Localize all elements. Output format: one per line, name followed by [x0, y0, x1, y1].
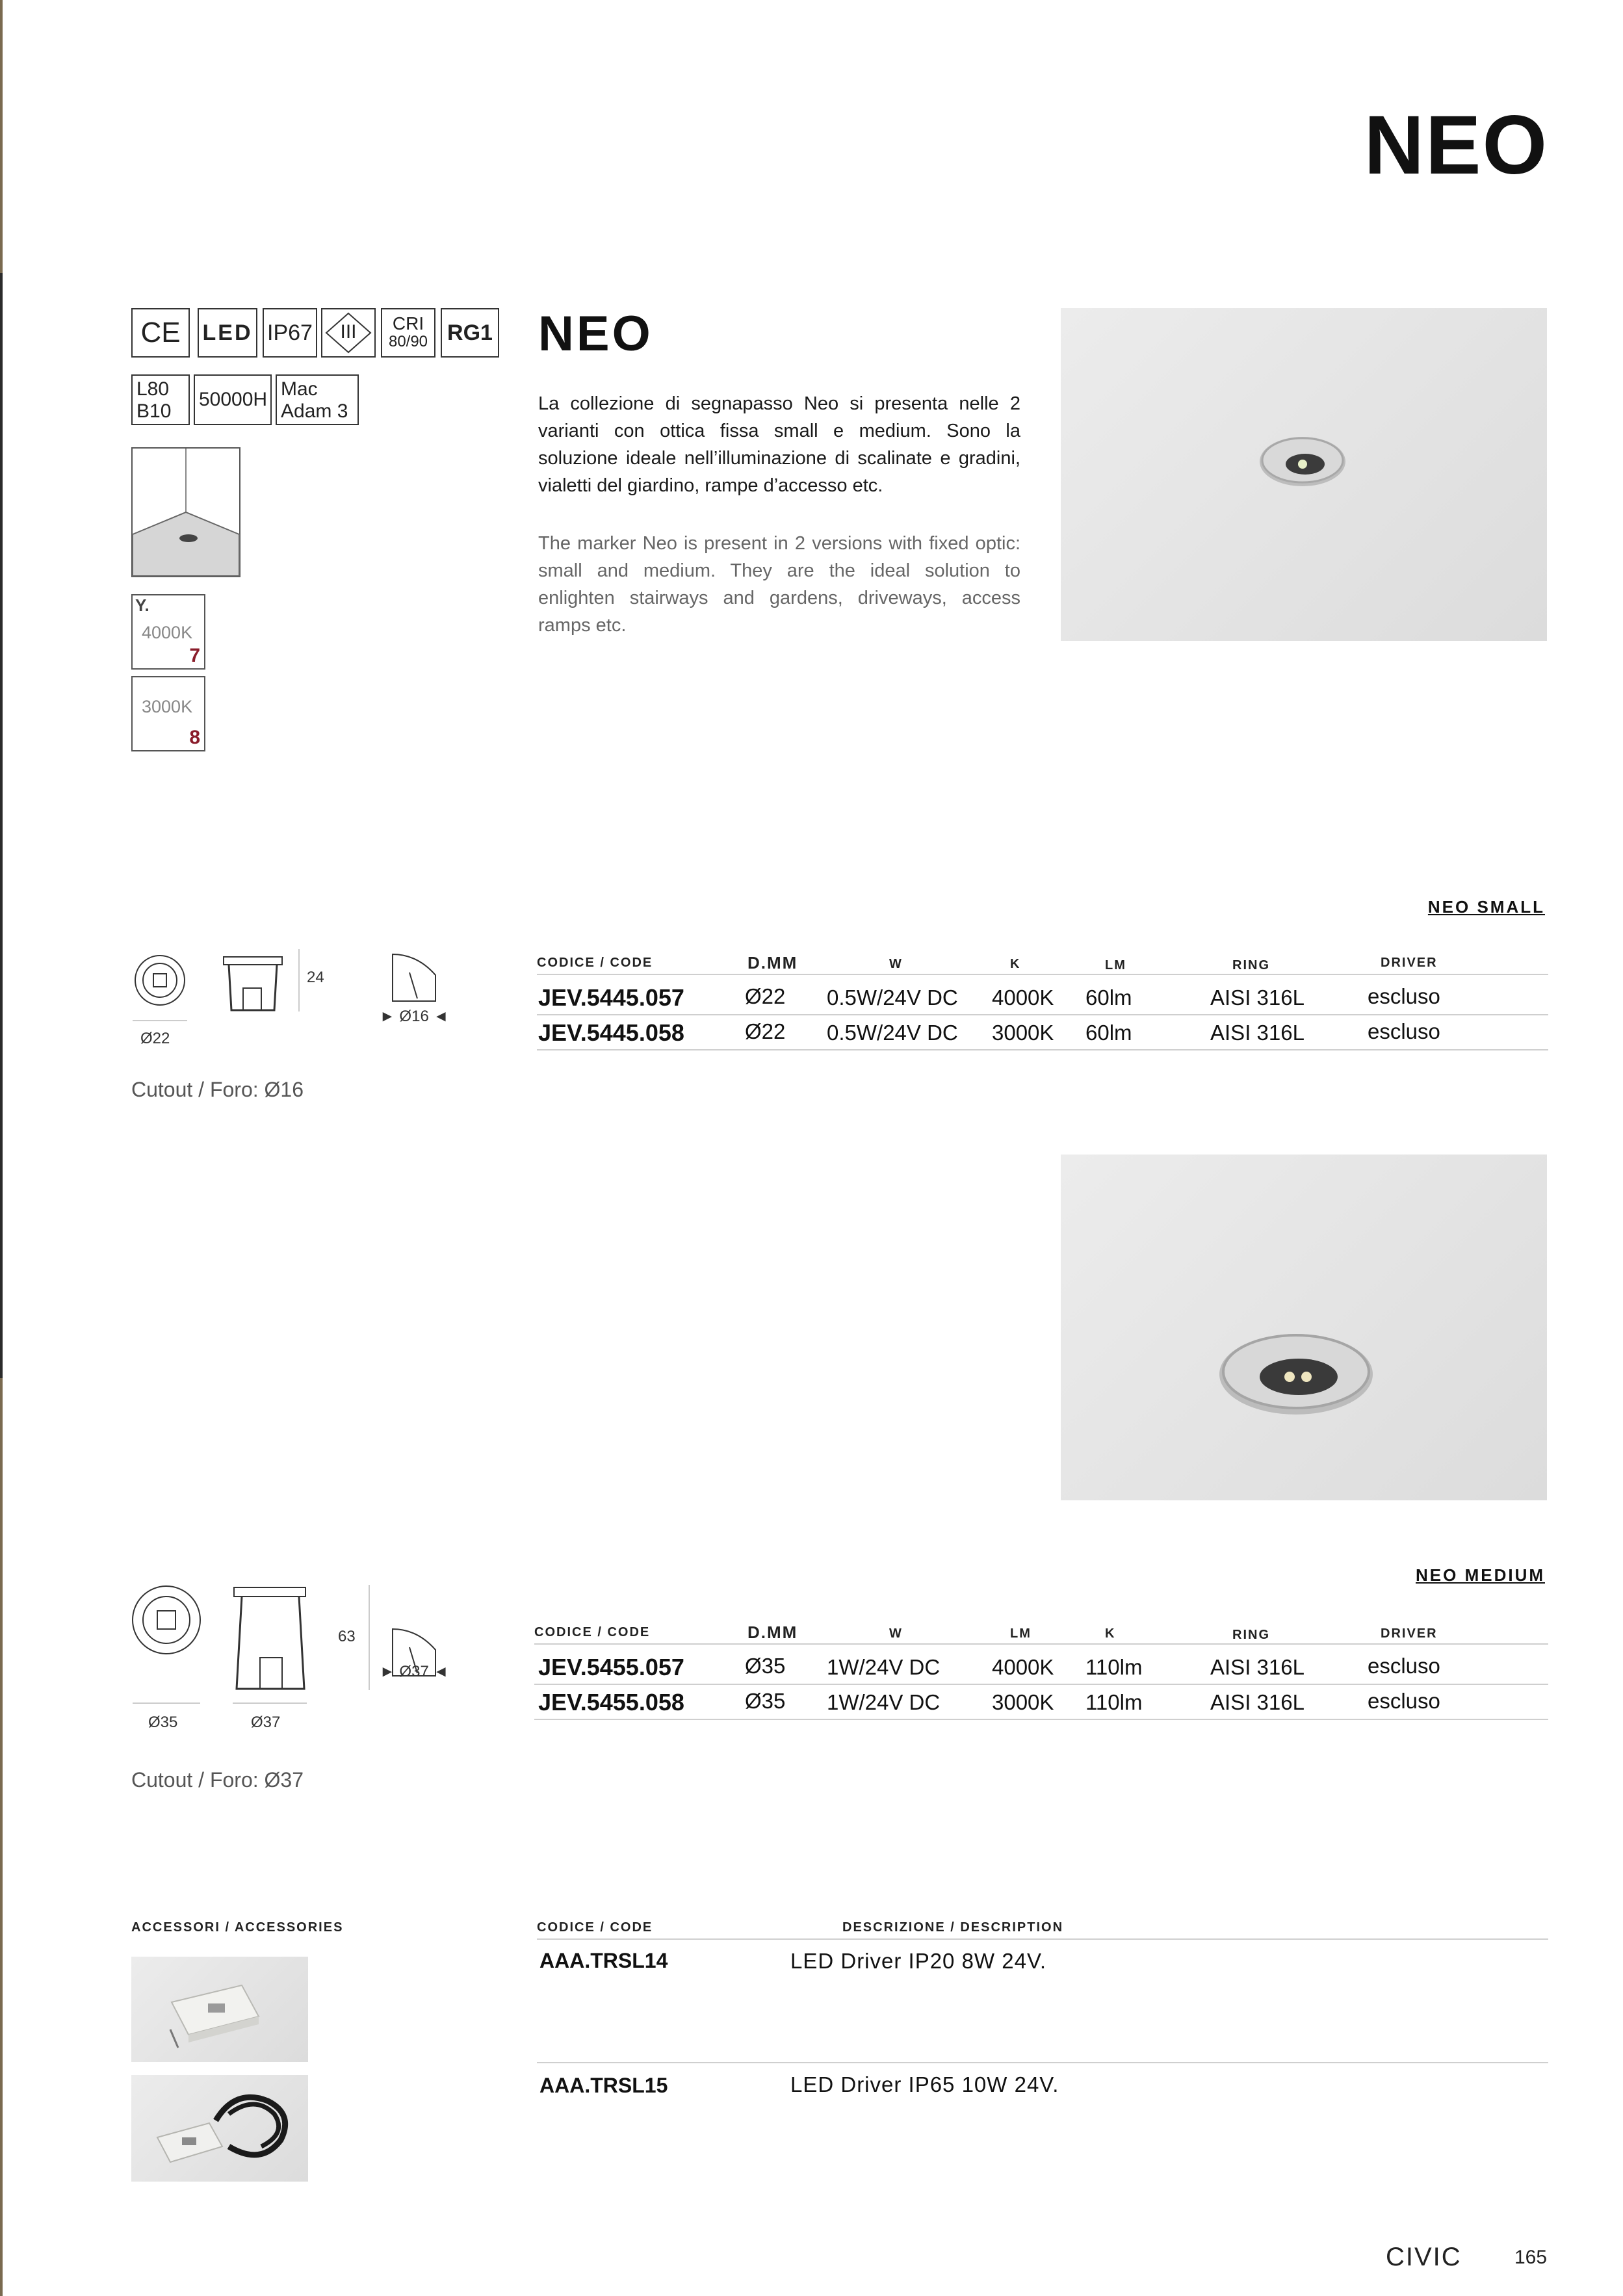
th-ring: RING	[1232, 1628, 1270, 1642]
temp-kelvin: 4000K	[142, 623, 193, 642]
macadam-line-1: Mac	[281, 378, 318, 400]
dim-height-medium: 63	[338, 1628, 356, 1645]
description-italian: La collezione di segnapasso Neo si presenta nelle 2 varianti con ottica fissa small e medium. Sono la soluzione ideale nell’illuminazione di scalinate e gradini, vialetti del giardino, rampe d’accesso etc.	[538, 393, 1020, 496]
temp-code: 7	[189, 645, 200, 666]
accessories-header: ACCESSORI / ACCESSORIES	[131, 1920, 344, 1935]
table-divider	[537, 1938, 1548, 1940]
th-k: K	[1010, 957, 1021, 971]
macadam-badge	[276, 374, 359, 425]
cri-badge: CRI 80/90	[381, 308, 435, 358]
row-watt: 0.5W/24V DC	[827, 1021, 958, 1045]
cutout-small: Cutout / Foro: Ø16	[131, 1078, 304, 1101]
color-temp-3000k	[131, 676, 205, 751]
row-diameter: Ø22	[745, 1019, 786, 1043]
color-temp-4000k	[131, 594, 205, 670]
table-neo-small	[537, 952, 1548, 1056]
product-photo-small	[1061, 308, 1547, 641]
th-w: W	[889, 1626, 903, 1641]
description-english: The marker Neo is present in 2 versions with fixed optic: small and medium. They are the ideal solution to enlighten stairways and gardens, driveways, access ramps etc.	[538, 533, 1020, 636]
ip-rating-badge: IP67	[263, 308, 317, 358]
dim-diameter-medium: Ø35	[148, 1714, 178, 1731]
product-photo-medium	[1061, 1155, 1547, 1500]
table-divider	[537, 1049, 1548, 1050]
th-k: K	[1105, 1626, 1116, 1641]
class-iii-icon	[321, 308, 376, 358]
accessory-photo-driver-ip65	[131, 2075, 308, 2182]
dim-hole-medium: ► Ø37 ◄	[380, 1663, 449, 1680]
row-diameter: Ø35	[745, 1654, 786, 1678]
row-col3: 3000K	[992, 1021, 1054, 1045]
accessory-code: AAA.TRSL14	[539, 1949, 668, 1972]
row-watt: 1W/24V DC	[827, 1655, 941, 1679]
temp-y-label: Y.	[135, 595, 149, 615]
row-diameter: Ø35	[745, 1689, 786, 1713]
section-label-neo-small: NEO SMALL	[1427, 897, 1545, 917]
row-watt: 1W/24V DC	[827, 1690, 941, 1714]
accessory-photo-driver-ip20	[131, 1957, 308, 2062]
row-col4: 110lm	[1085, 1655, 1143, 1679]
dim-diameter2-medium: Ø37	[251, 1714, 281, 1731]
table-neo-medium	[534, 1621, 1548, 1725]
installation-floor-icon	[131, 447, 240, 577]
accessory-description: LED Driver IP65 10W 24V.	[790, 2072, 1059, 2096]
th-lm: LM	[1010, 1626, 1032, 1641]
th-code: CODICE / CODE	[534, 1625, 651, 1639]
accessories-code-header: CODICE / CODE	[537, 1920, 653, 1935]
dim-diameter-small: Ø22	[140, 1030, 170, 1047]
brand-logo: CIVIC	[1386, 2243, 1462, 2271]
ce-mark-icon: CE	[131, 308, 190, 358]
cutout-medium: Cutout / Foro: Ø37	[131, 1768, 304, 1792]
th-driver: DRIVER	[1381, 956, 1438, 970]
row-col4: 60lm	[1085, 1021, 1132, 1045]
row-ring: AISI 316L	[1210, 985, 1305, 1010]
th-driver: DRIVER	[1381, 1626, 1438, 1641]
th-code: CODICE / CODE	[537, 956, 653, 970]
row-code: JEV.5455.058	[538, 1689, 684, 1715]
hours-badge: 50000H	[194, 374, 272, 425]
lifetime-l80: L80	[136, 378, 170, 400]
macadam-line-2: Adam 3	[281, 400, 348, 422]
lifetime-b10: B10	[136, 400, 172, 422]
temp-code: 8	[189, 727, 200, 748]
dim-height-small: 24	[307, 969, 324, 986]
th-dmm: D.MM	[747, 953, 798, 972]
class-iii-label: III	[340, 321, 357, 343]
technical-drawing-small	[131, 949, 469, 1079]
row-col3: 3000K	[992, 1690, 1054, 1714]
dim-hole-small: ► Ø16 ◄	[380, 1008, 449, 1025]
table-row	[537, 1685, 1548, 1720]
row-code: JEV.5455.057	[538, 1654, 684, 1680]
row-driver: escluso	[1368, 984, 1440, 1008]
row-diameter: Ø22	[745, 984, 786, 1008]
row-col3: 4000K	[992, 1655, 1054, 1679]
table-row	[537, 1650, 1548, 1685]
accessories-desc-header: DESCRIZIONE / DESCRIPTION	[842, 1920, 1064, 1935]
table-divider	[534, 1719, 1548, 1720]
table-divider	[537, 974, 1548, 975]
page-title: NEO	[1364, 99, 1548, 192]
technical-drawing-medium	[131, 1580, 469, 1729]
led-icon: LED	[198, 308, 257, 358]
th-lm: LM	[1105, 958, 1126, 972]
th-w: W	[889, 957, 903, 971]
row-watt: 0.5W/24V DC	[827, 985, 958, 1010]
row-driver: escluso	[1368, 1654, 1440, 1678]
page-edge-dark	[0, 273, 3, 1378]
product-name: NEO	[538, 306, 653, 361]
temp-kelvin: 3000K	[142, 697, 193, 716]
lifetime-badge	[131, 374, 190, 425]
row-ring: AISI 316L	[1210, 1021, 1305, 1045]
section-label-neo-medium: NEO MEDIUM	[1416, 1565, 1545, 1585]
row-ring: AISI 316L	[1210, 1690, 1305, 1714]
row-code: JEV.5445.057	[538, 984, 684, 1011]
row-driver: escluso	[1368, 1689, 1440, 1713]
row-ring: AISI 316L	[1210, 1655, 1305, 1679]
page-number: 165	[1514, 2247, 1548, 2268]
row-col4: 110lm	[1085, 1690, 1143, 1714]
accessory-code: AAA.TRSL15	[539, 2074, 668, 2097]
th-dmm: D.MM	[747, 1623, 798, 1642]
row-driver: escluso	[1368, 1019, 1440, 1043]
accessory-description: LED Driver IP20 8W 24V.	[790, 1949, 1047, 1973]
rg1-badge: RG1	[441, 308, 499, 358]
th-ring: RING	[1232, 958, 1270, 972]
table-row	[537, 980, 1548, 1015]
row-col3: 4000K	[992, 985, 1054, 1010]
row-code: JEV.5445.058	[538, 1019, 684, 1046]
row-col4: 60lm	[1085, 985, 1132, 1010]
table-divider	[534, 1643, 1548, 1645]
table-row	[537, 1015, 1548, 1050]
table-divider	[537, 2062, 1548, 2063]
